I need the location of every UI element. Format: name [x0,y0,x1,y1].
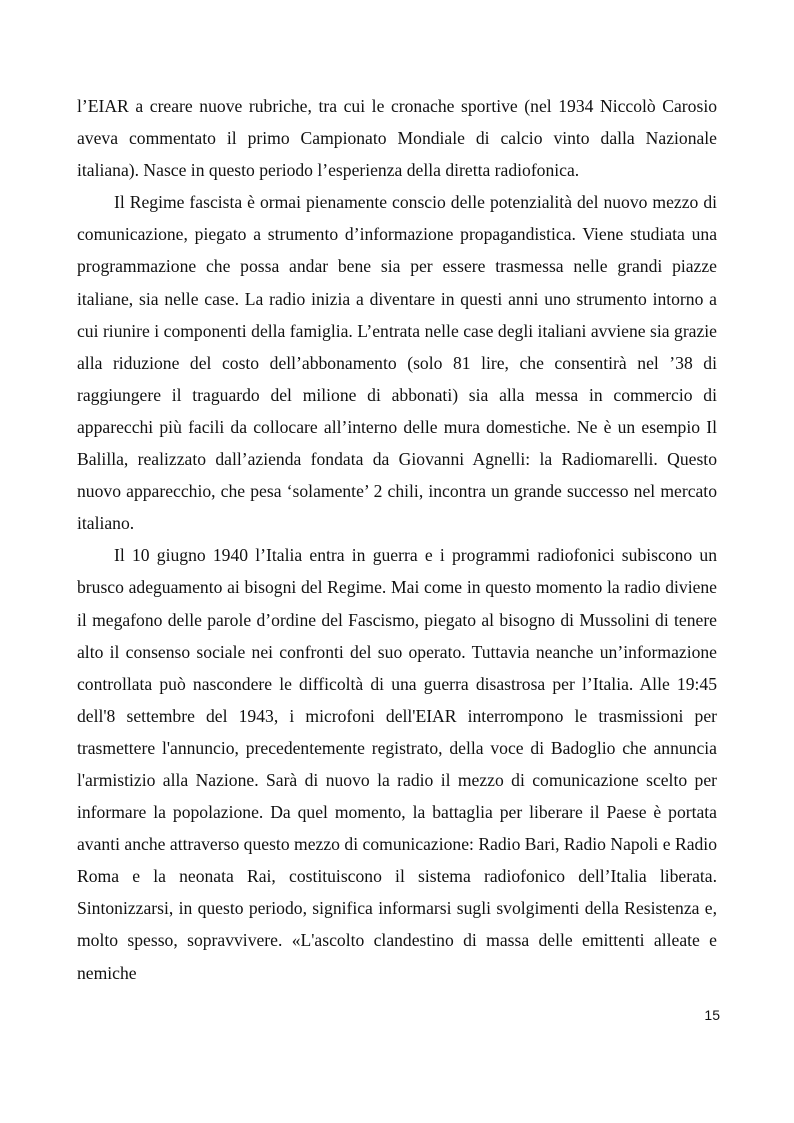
paragraph-regime-radio: Il Regime fascista è ormai pienamente conscio delle potenzialità del nuovo mezzo di comunicazione, piegato a strumento d’informazione propagandistica. Viene studiata una programmazione che possa andar bene sia per essere trasmessa nelle grandi piazze italiane, sia nelle case. La radio inizia a diventare in questi anni uno strumento intorno a cui riunire i componenti della famiglia. L’entrata nelle case degli italiani avviene sia grazie alla riduzione del costo dell’abbonamento (solo 81 lire, che consentirà nel ’38 di raggiungere il traguardo del milione di abbonati) sia alla messa in commercio di apparecchi più facili da collocare all’interno delle mura domestiche. Ne è un esempio Il Balilla, realizzato dall’azienda fondata da Giovanni Agnelli: la Radiomarelli. Questo nuovo apparecchio, che pesa ‘solamente’ 2 chili, incontra un grande successo nel mercato italiano. [77,192,717,534]
paragraph-war-radio: Il 10 giugno 1940 l’Italia entra in guerra e i programmi radiofonici subiscono un brusco adeguamento ai bisogni del Regime. Mai come in questo momento la radio diviene il megafono delle parole d’ordine del Fascismo, piegato al bisogno di Mussolini di tenere alto il consenso sociale nei confronti del suo operato. Tuttavia neanche un’informazione controllata può nascondere le difficoltà di una guerra disastrosa per l’Italia. Alle 19:45 dell'8 settembre del 1943, i microfoni dell'EIAR interrompono le trasmissioni per trasmettere l'annuncio, precedentemente registrato, della voce di Badoglio che annuncia l'armistizio alla Nazione. Sarà di nuovo la radio il mezzo di comunicazione scelto per informare la popolazione. Da quel momento, la battaglia per liberare il Paese è portata avanti anche attraverso questo mezzo di comunicazione: Radio Bari, Radio Napoli e Radio Roma e la neonata Rai, costituiscono il sistema radiofonico dell’Italia liberata. Sintonizzarsi, in questo periodo, significa informarsi sugli svolgimenti della Resistenza e, molto spesso, sopravvivere. «L'ascolto clandestino di massa delle emittenti alleate e nemiche [77,545,717,983]
page-number: 15 [704,1007,720,1023]
body-text [77,90,717,989]
paragraph-continuation: l’EIAR a creare nuove rubriche, tra cui le cronache sportive (nel 1934 Niccolò Carosio aveva commentato il primo Campionato Mondiale di calcio vinto dalla Nazionale italiana). Nasce in questo periodo l’esperienza della diretta radiofonica. [77,96,717,181]
